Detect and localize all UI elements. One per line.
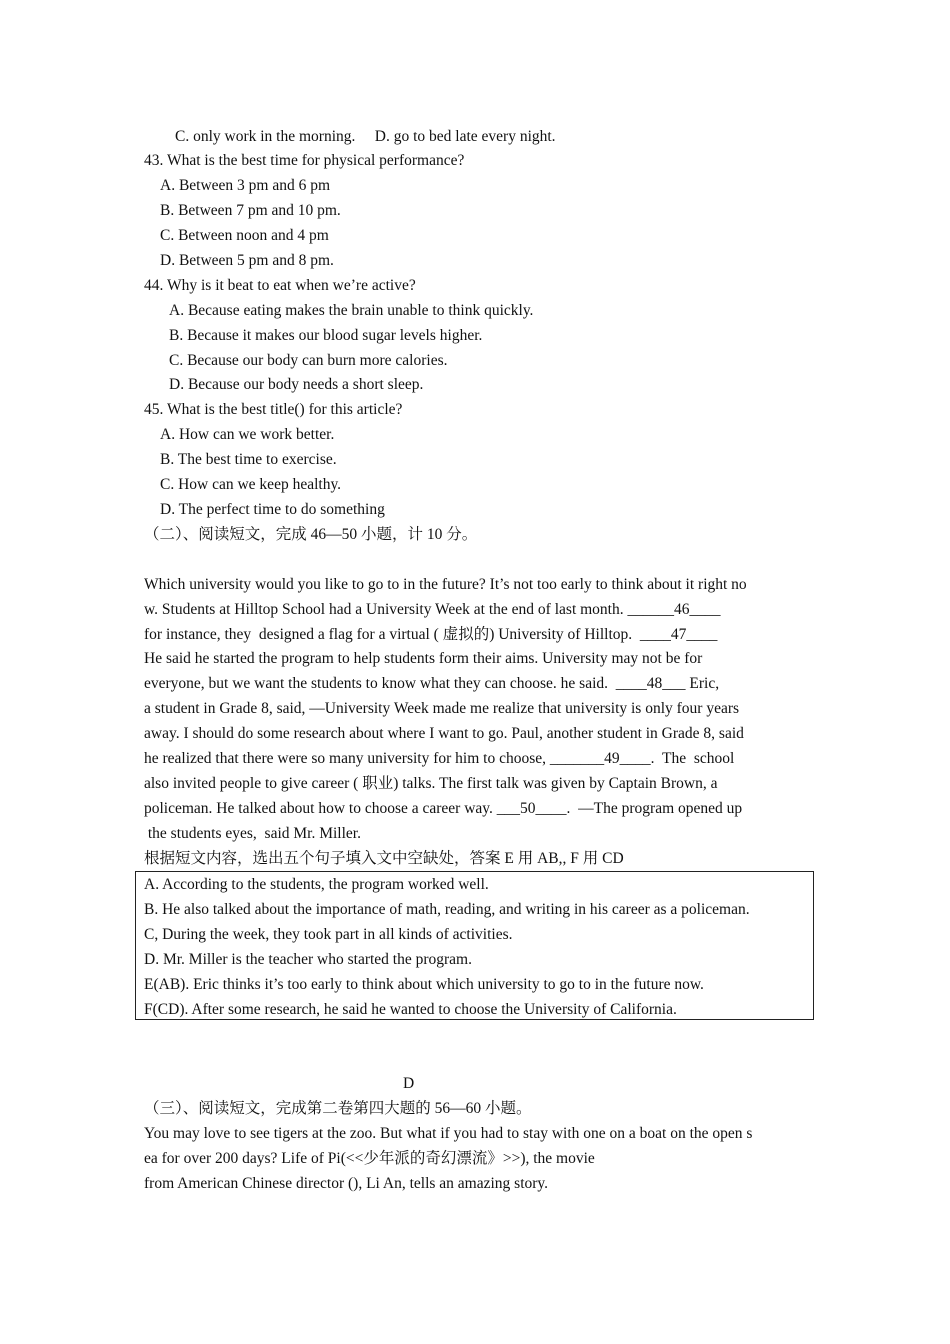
- q44-option-b: B. Because it makes our blood sugar levels higher.: [169, 327, 483, 344]
- section2-passage-line: also invited people to give career ( 职业) talks. The first talk was given by Captain Brown, a: [144, 775, 718, 792]
- choice-f: F(CD). After some research, he said he wanted to choose the University of California.: [144, 1001, 677, 1018]
- q44-question: 44. Why is it beat to eat when we’re active?: [144, 277, 416, 294]
- section2-passage-line: everyone, but we want the students to know what they can choose. he said. ____48___ Eric,: [144, 675, 720, 692]
- section2-passage-line: w. Students at Hilltop School had a University Week at the end of last month. ______46____: [144, 601, 721, 618]
- choice-d: D. Mr. Miller is the teacher who started the program.: [144, 951, 472, 968]
- q43-option-a: A. Between 3 pm and 6 pm: [160, 177, 331, 194]
- q45-option-d: D. The perfect time to do something: [160, 501, 385, 518]
- passage-letter: D: [403, 1075, 415, 1092]
- answer-choices-box: [135, 871, 814, 1020]
- section3-passage-line: ea for over 200 days? Life of Pi(<<少年派的奇幻漂流》>>), the movie: [144, 1150, 595, 1167]
- section2-passage-line: Which university would you like to go to in the future? It’s not too early to think about it right no: [144, 576, 747, 593]
- section3-passage-line: from American Chinese director (), Li An, tells an amazing story.: [144, 1175, 549, 1192]
- choice-c: C, During the week, they took part in all kinds of activities.: [144, 926, 513, 943]
- choice-b: B. He also talked about the importance of math, reading, and writing in his career as a policeman.: [144, 901, 750, 918]
- section2-passage-line: He said he started the program to help students form their aims. University may not be for: [144, 650, 703, 667]
- section2-passage-line: he realized that there were so many university for him to choose, _______49____. The school: [144, 750, 735, 767]
- q44-option-a: A. Because eating makes the brain unable to think quickly.: [169, 302, 534, 319]
- q44-option-c: C. Because our body can burn more calories.: [169, 352, 448, 369]
- q43-option-d: D. Between 5 pm and 8 pm.: [160, 252, 334, 269]
- choice-a: A. According to the students, the program worked well.: [144, 876, 489, 893]
- section2-passage-line: policeman. He talked about how to choose a career way. ___50____. —The program opened up: [144, 800, 743, 817]
- q44-option-d: D. Because our body needs a short sleep.: [169, 376, 424, 393]
- q43-option-b: B. Between 7 pm and 10 pm.: [160, 202, 341, 219]
- section2-passage-line: for instance, they designed a flag for a virtual ( 虚拟的) University of Hilltop. ____47____: [144, 626, 718, 643]
- section2-passage-line: a student in Grade 8, said, —University Week made me realize that university is only four years: [144, 700, 740, 717]
- q43-option-c: C. Between noon and 4 pm: [160, 227, 329, 244]
- section3-passage-line: You may love to see tigers at the zoo. But what if you had to stay with one on a boat on the open s: [144, 1125, 753, 1142]
- section2-passage-line: away. I should do some research about where I want to go. Paul, another student in Grade 8, said: [144, 725, 744, 742]
- choice-e: E(AB). Eric thinks it’s too early to think about which university to go to in the future now.: [144, 976, 704, 993]
- q45-question: 45. What is the best title() for this article?: [144, 401, 403, 418]
- section2-heading: （二）、阅读短文，完成 46—50 小题，计 10 分。: [144, 526, 478, 543]
- section2-instruction: 根据短文内容，选出五个句子填入文中空缺处，答案 E 用 AB,, F 用 CD: [144, 850, 624, 867]
- section3-heading: （三）、阅读短文，完成第二卷第四大题的 56—60 小题。: [144, 1100, 532, 1117]
- q45-option-a: A. How can we work better.: [160, 426, 335, 443]
- q45-option-c: C. How can we keep healthy.: [160, 476, 342, 493]
- q43-question: 43. What is the best time for physical performance?: [144, 152, 465, 169]
- q45-option-b: B. The best time to exercise.: [160, 451, 337, 468]
- q42-options-cd: C. only work in the morning. D. go to bed late every night.: [175, 128, 556, 145]
- section2-passage-line: the students eyes, said Mr. Miller.: [144, 825, 361, 842]
